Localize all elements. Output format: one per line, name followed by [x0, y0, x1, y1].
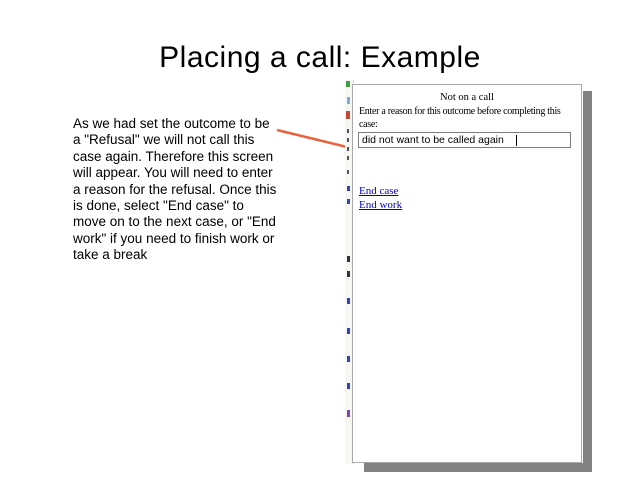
text-caret — [516, 135, 517, 146]
cropped-fragment — [347, 147, 349, 151]
cropped-fragment — [347, 199, 350, 204]
cropped-fragment — [347, 129, 349, 133]
cropped-fragment — [347, 138, 349, 142]
cropped-fragment — [347, 170, 349, 174]
cropped-fragment — [347, 186, 350, 191]
cropped-fragment — [347, 383, 350, 389]
reason-instruction-text: Enter a reason for this outcome before completing this case: — [359, 106, 561, 130]
screenshot-shadow-right — [583, 91, 592, 472]
page-title: Placing a call: Example — [159, 41, 481, 74]
embedded-screenshot-panel — [352, 84, 582, 463]
cropped-fragment — [347, 298, 350, 304]
end-case-link[interactable]: End case — [359, 185, 399, 197]
cropped-fragment — [347, 410, 350, 417]
cropped-fragment — [347, 256, 350, 262]
cropped-fragment — [346, 111, 350, 119]
slide-body-text: As we had set the outcome to be a "Refusal" we will not call this case again. Therefore this screen will appear. You will need to enter a reason for the refusal. Once this is done, select "End case" to move on to the next case, or "End work" if you need to finish work or take a break — [73, 116, 277, 263]
reason-input[interactable] — [358, 132, 571, 148]
screenshot-shadow-bottom — [364, 463, 592, 472]
cropped-fragment — [347, 356, 350, 362]
cropped-fragment — [346, 81, 350, 87]
cropped-fragment — [347, 271, 350, 277]
cropped-fragment — [347, 97, 350, 104]
end-work-link[interactable]: End work — [359, 198, 403, 211]
cropped-fragment — [347, 328, 350, 334]
panel-links — [359, 185, 402, 212]
not-on-a-call-heading: Not on a call — [440, 92, 494, 103]
cropped-fragment — [347, 156, 349, 160]
